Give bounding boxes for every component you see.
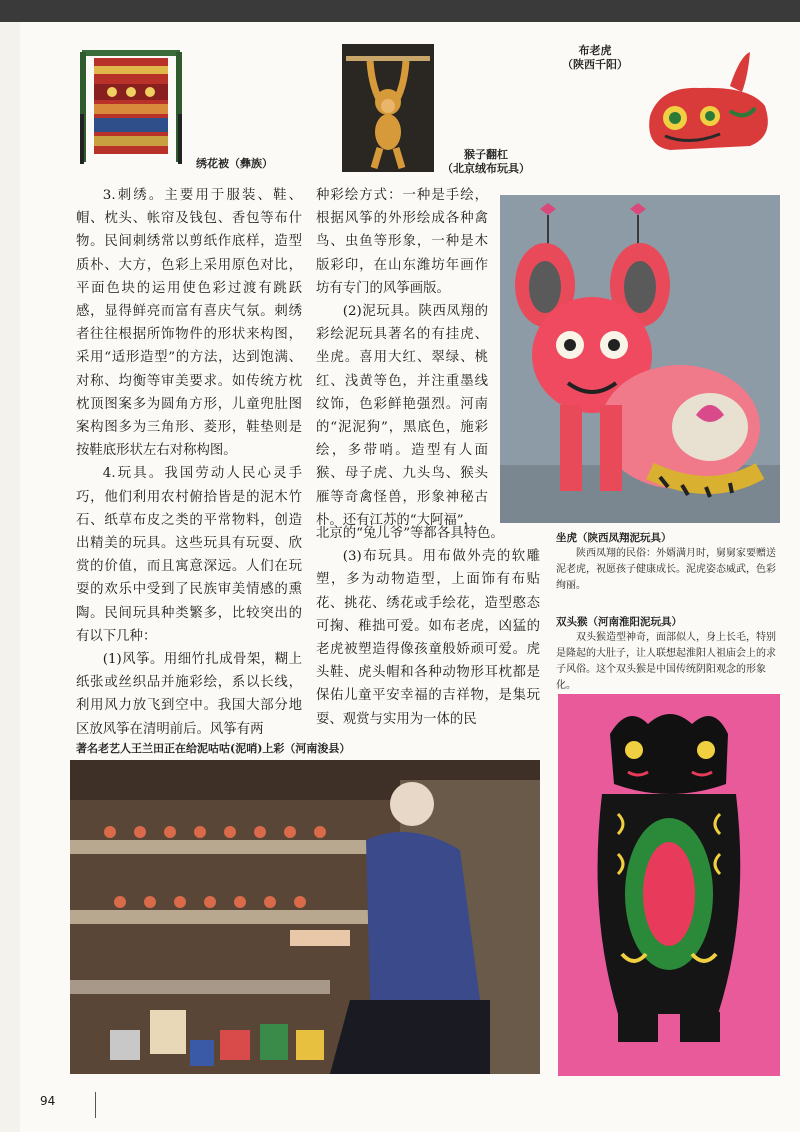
cloth-tiger-caption-sub: （陕西千阳） (562, 58, 628, 71)
monkey-on-bar-photo (342, 44, 434, 172)
embroidered-quilt-photo (72, 44, 190, 172)
scan-top-border (0, 0, 800, 22)
cloth-tiger-caption (550, 44, 640, 72)
page-number-divider (95, 1092, 96, 1118)
paragraph-embroidery: 3.刺绣。主要用于服装、鞋、帽、枕头、帐帘及钱包、香包等布什物。民间刺绣常以剪纸作底样，造型质朴、大方，色彩上采用原色对比，平面色块的运用使色彩过渡有跳跃感，显得鲜亮而富有喜庆气氛。刺绣者往往根据所饰物件的形状来构图，采用“适形造型”的方法，达到饱满、对称、均衡等审美要求。如传统方枕枕顶图案多为圆角方形，儿童兜肚图案构图多为三角形、菱形，鞋垫则是按鞋底形状左右对称构图。 (76, 188, 302, 459)
quilt-caption: 绣花被（彝族） (196, 157, 273, 170)
two-headed-monkey-note-title: 双头猴（河南淮阳泥玩具） (556, 616, 682, 628)
body-column-left (76, 184, 302, 740)
sitting-tiger-note-body: 陕西凤翔的民俗：外婿满月时，舅舅家要赠送泥老虎，祝愿孩子健康成长。泥虎姿态威武，色彩绚丽。 (556, 548, 776, 591)
sitting-tiger-note-title: 坐虎（陕西凤翔泥玩具） (556, 532, 672, 544)
paragraph-kites-continued: 种彩绘方式：一种是手绘，根据风筝的外形绘成各种禽鸟、虫鱼等形象，一种是木版彩印，在山东潍坊年画作坊有专门的风筝画版。 (316, 188, 488, 296)
page-number: 94 (40, 1094, 56, 1108)
monkey-caption-title: 猴子翻杠 (464, 148, 508, 161)
two-headed-monkey-note-body: 双头猴造型神奇，面部似人，身上长毛，特别是隆起的大肚子，让人联想起淮阳人祖庙会上的求子风俗。这个双头猴是中国传统阴阳观念的形象化。 (556, 632, 776, 691)
paragraph-kites: (1)风筝。用细竹扎成骨架，糊上纸张或丝织品并施彩绘，系以长线，利用风力放飞到空中。我国大部分地区放风筝在清明前后。风筝有两 (76, 652, 302, 737)
two-headed-monkey-note (556, 614, 780, 694)
artist-caption: 著名老艺人王兰田正在给泥咕咕(泥哨)上彩（河南浚县） (76, 742, 351, 755)
body-column-middle-upper (316, 184, 488, 528)
cloth-tiger-caption-title: 布老虎 (578, 44, 612, 57)
sitting-tiger-note (556, 530, 780, 594)
paragraph-clay-toys-continued: 北京的“兔儿爷”等都各具特色。 (316, 526, 504, 541)
paragraph-cloth-toys: (3)布玩具。用布做外壳的软雕塑，多为动物造型，上面饰有布贴花、挑花、绣花或手绘花，造型憨态可掬、稚拙可爱。如布老虎，凶猛的老虎被塑造得像孩童般娇顽可爱。虎头鞋、虎头帽和各种动物形耳枕都是保佑儿童平安幸福的吉祥物，是集玩耍、观赏与实用为一体的民 (316, 549, 540, 727)
sitting-clay-tiger-photo (500, 195, 780, 523)
cloth-tiger-photo (630, 46, 780, 170)
body-column-middle-lower (316, 522, 540, 738)
two-headed-monkey-photo (558, 694, 780, 1076)
artist-painting-clay-whistles-photo (70, 760, 540, 1074)
paragraph-toys: 4.玩具。我国劳动人民心灵手巧，他们利用农村俯拾皆是的泥木竹石、纸草布皮之类的平常物料，创造出精美的玩具。这些玩具有玩耍、欣赏的价值，而且寓意深远。人们在玩耍的欢乐中受到了民族审美情感的熏陶。民间玩具种类繁多，比较突出的有以下几种： (76, 466, 302, 644)
monkey-caption-sub: （北京绒布玩具） (442, 162, 530, 175)
paragraph-clay-toys: (2)泥玩具。陕西凤翔的彩绘泥玩具著名的有挂虎、坐虎。喜用大红、翠绿、桃红、浅黄等色，并注重墨线纹饰，色彩鲜艳强烈。河南的“泥泥狗”，黑底色，施彩绘，多带哨。造型有人面猴、母子虎、九头鸟、猴头雁等奇禽怪兽，形象神秘古朴。还有江苏的“大阿福”， (316, 304, 488, 528)
monkey-caption (436, 148, 536, 176)
